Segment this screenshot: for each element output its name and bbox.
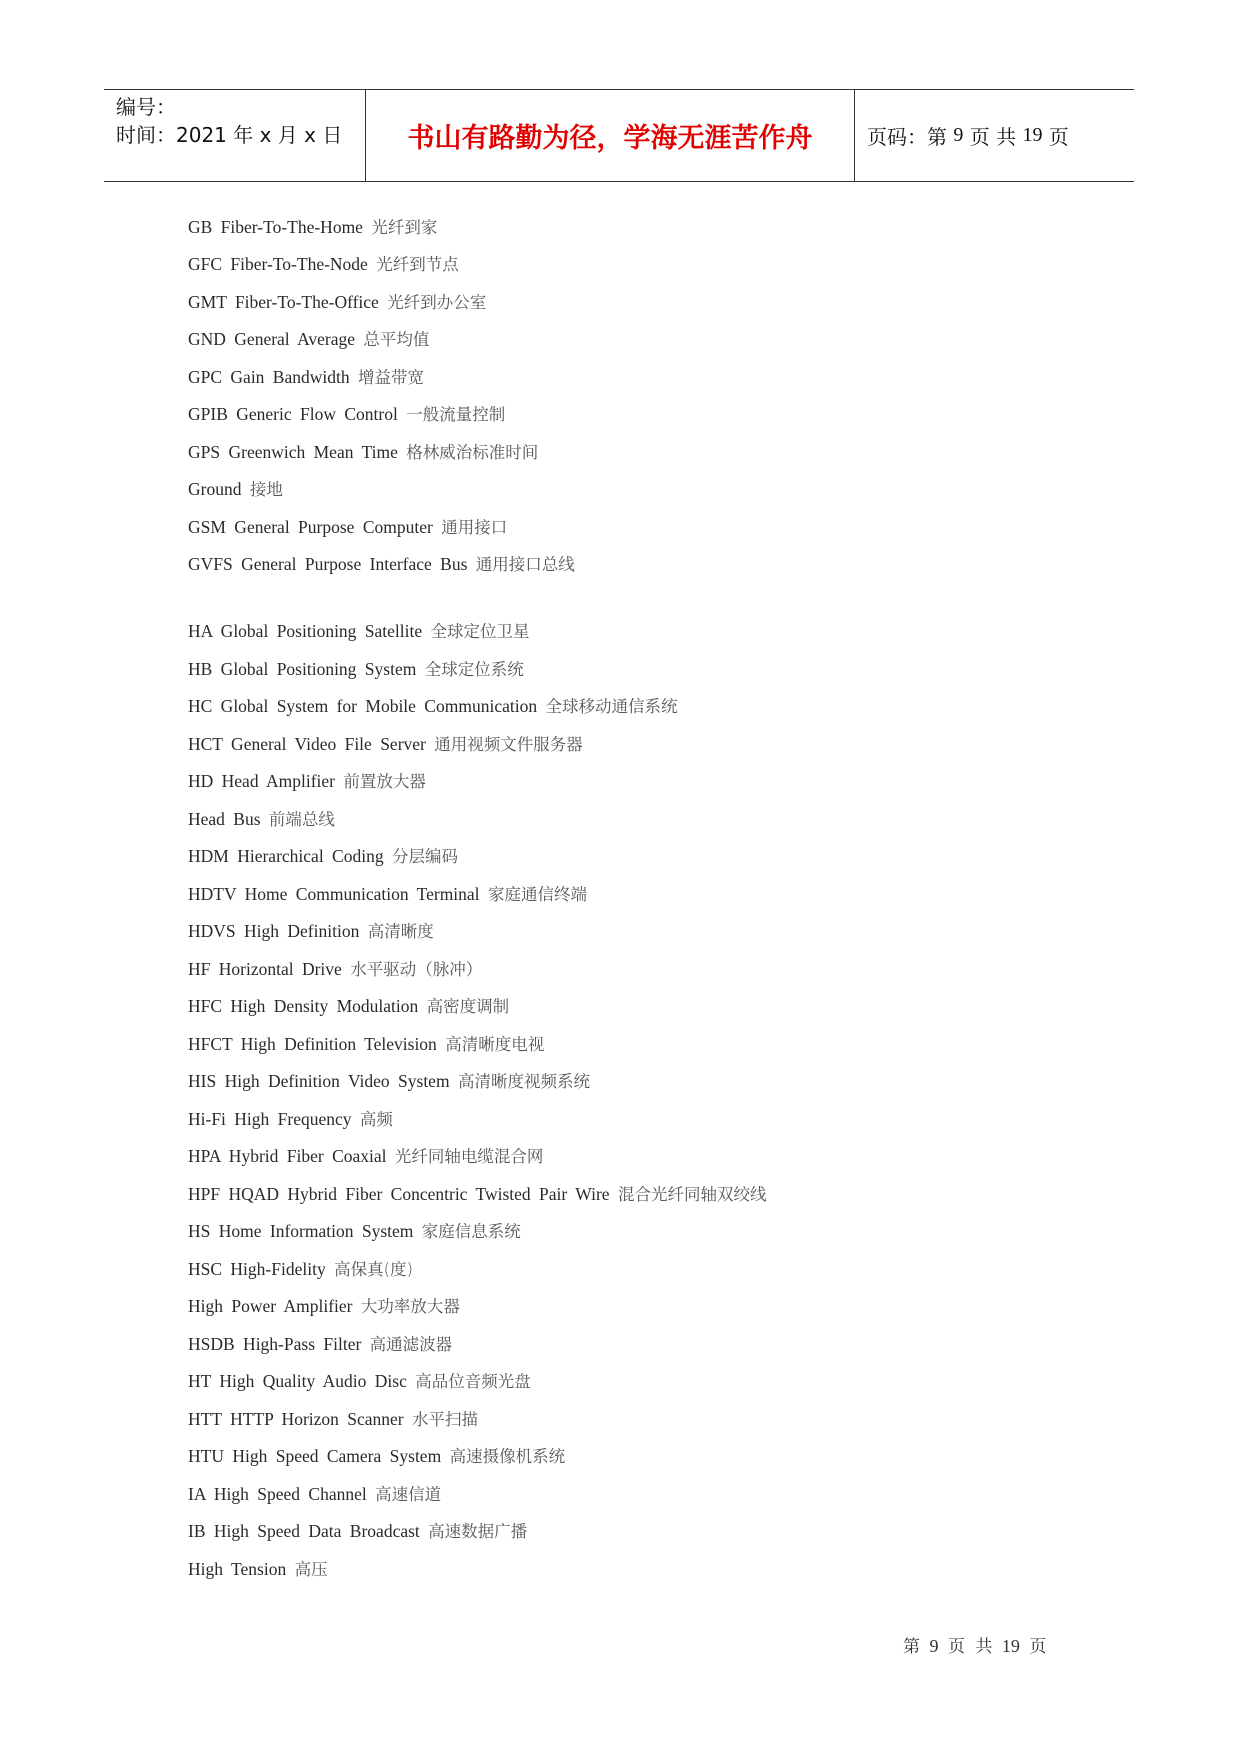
entry-chinese: 高速数据广播 (428, 1522, 528, 1541)
entry-chinese: 高频 (359, 1110, 393, 1129)
entry-english: IA High Speed Channel (188, 1484, 367, 1504)
glossary-entry (188, 1296, 460, 1317)
glossary-entry (188, 884, 587, 905)
time-label: 时间：2021 年 x 月 x 日 (116, 123, 343, 147)
entry-chinese: 高压 (294, 1560, 328, 1579)
footer-current-page: 9 (929, 1636, 939, 1656)
entry-english: GB Fiber-To-The-Home (188, 217, 363, 237)
glossary-entry (188, 292, 486, 313)
entry-chinese: 格林威治标准时间 (406, 443, 539, 462)
entry-chinese: 高保真(度) (334, 1260, 413, 1279)
glossary-entry (188, 517, 507, 538)
page-label-suffix: 页 (1048, 125, 1069, 149)
entry-chinese: 分层编码 (391, 847, 458, 866)
entry-chinese: 通用接口 (441, 518, 508, 537)
entry-english: HPF HQAD Hybrid Fiber Concentric Twisted Pair Wire (188, 1184, 610, 1204)
entry-chinese: 全球移动通信系统 (545, 697, 678, 716)
entry-english: GND General Average (188, 329, 356, 349)
entry-chinese: 前端总线 (268, 810, 335, 829)
entry-chinese: 家庭信息系统 (421, 1222, 521, 1241)
entry-chinese: 全球定位卫星 (430, 622, 530, 641)
page-label-mid: 页 共 (969, 125, 1017, 149)
entry-english: GFC Fiber-To-The-Node (188, 254, 368, 274)
entry-english: HFC High Density Modulation (188, 996, 419, 1016)
entry-english: HTU High Speed Camera System (188, 1446, 442, 1466)
footer-suffix: 页 (1029, 1637, 1047, 1657)
entry-chinese: 前置放大器 (343, 772, 426, 791)
glossary-entry (188, 996, 509, 1017)
entry-english: HTT HTTP Horizon Scanner (188, 1409, 404, 1429)
entry-chinese: 通用视频文件服务器 (434, 735, 583, 754)
entry-chinese: 通用接口总线 (475, 555, 575, 574)
motto: 书山有路勤为径，学海无涯苦作舟 (366, 90, 855, 181)
entry-chinese: 增益带宽 (358, 368, 424, 387)
entry-english: GPIB Generic Flow Control (188, 404, 398, 424)
glossary-entry (188, 442, 538, 463)
page-current: 9 (953, 124, 964, 146)
header-page-number (855, 90, 1134, 181)
glossary-entry (188, 621, 530, 642)
header-meta (104, 90, 366, 181)
entry-english: GPC Gain Bandwidth (188, 367, 350, 387)
entry-english: HA Global Positioning Satellite (188, 621, 423, 641)
entry-english: HSDB High-Pass Filter (188, 1334, 362, 1354)
entry-english: HPA Hybrid Fiber Coaxial (188, 1146, 387, 1166)
entry-english: HDTV Home Communication Terminal (188, 884, 480, 904)
entry-english: GPS Greenwich Mean Time (188, 442, 398, 462)
entry-english: HT High Quality Audio Disc (188, 1371, 407, 1391)
entry-chinese: 混合光纤同轴双绞线 (617, 1185, 767, 1204)
page-header (104, 89, 1134, 182)
entry-english: High Tension (188, 1559, 287, 1579)
entry-chinese: 光纤到家 (371, 218, 438, 237)
entry-chinese: 全球定位系统 (424, 660, 524, 679)
entry-chinese: 一般流量控制 (406, 405, 506, 424)
entry-english: High Power Amplifier (188, 1296, 353, 1316)
glossary-entry (188, 1109, 393, 1130)
glossary-entry (188, 329, 429, 350)
entry-chinese: 高清晰度视频系统 (457, 1072, 590, 1091)
entry-english: HB Global Positioning System (188, 659, 417, 679)
footer-total-pages: 19 (1001, 1636, 1020, 1656)
footer-prefix: 第 (903, 1637, 920, 1657)
entry-chinese: 高品位音频光盘 (415, 1372, 531, 1391)
entry-chinese: 光纤到节点 (376, 255, 459, 274)
entry-english: HF Horizontal Drive (188, 959, 342, 979)
footer-mid: 页 共 (948, 1637, 993, 1657)
entry-chinese: 高密度调制 (426, 997, 510, 1016)
glossary-entry (188, 1446, 565, 1467)
entry-chinese: 接地 (249, 480, 283, 499)
entry-chinese: 大功率放大器 (360, 1297, 460, 1316)
entry-english: GVFS General Purpose Interface Bus (188, 554, 468, 574)
glossary-entry (188, 959, 482, 980)
glossary-entry (188, 1259, 413, 1280)
entry-english: Ground (188, 479, 242, 499)
page-footer (903, 1632, 1046, 1657)
glossary-entry (188, 771, 426, 792)
glossary-entry (188, 1521, 527, 1542)
entry-english: HIS High Definition Video System (188, 1071, 450, 1091)
entry-chinese: 高清晰度 (367, 922, 434, 941)
glossary-entry (188, 404, 505, 425)
glossary-entry (188, 846, 458, 867)
number-label: 编号： (116, 95, 176, 119)
glossary-entry (188, 1146, 543, 1167)
page-total: 19 (1022, 124, 1043, 146)
glossary-entry (188, 217, 437, 238)
entry-english: HCT General Video File Server (188, 734, 426, 754)
glossary-entry (188, 1071, 590, 1092)
glossary-entry (188, 1484, 441, 1505)
entry-chinese: 水平驱动（脉冲） (350, 960, 483, 979)
glossary-entry (188, 734, 583, 755)
glossary-entry (188, 367, 424, 388)
entry-english: HFCT High Definition Television (188, 1034, 437, 1054)
glossary-entry (188, 1221, 521, 1242)
glossary-entry (188, 554, 575, 575)
entry-english: HSC High-Fidelity (188, 1259, 326, 1279)
entry-english: GSM General Purpose Computer (188, 517, 433, 537)
glossary-entry (188, 1371, 531, 1392)
glossary-entry (188, 254, 459, 275)
entry-english: HS Home Information System (188, 1221, 414, 1241)
entry-english: GMT Fiber-To-The-Office (188, 292, 379, 312)
glossary-entry (188, 696, 677, 717)
entry-chinese: 水平扫描 (412, 1410, 479, 1429)
glossary-entry (188, 479, 283, 500)
entry-chinese: 总平均值 (363, 330, 430, 349)
entry-english: Head Bus (188, 809, 261, 829)
glossary-entry (188, 921, 434, 942)
entry-chinese: 高速信道 (375, 1485, 442, 1504)
entry-english: HC Global System for Mobile Communication (188, 696, 538, 716)
entry-chinese: 家庭通信终端 (487, 885, 587, 904)
glossary-entry (188, 1184, 766, 1205)
glossary-entry (188, 1559, 328, 1580)
entry-chinese: 高清晰度电视 (445, 1035, 545, 1054)
glossary-entry (188, 659, 524, 680)
glossary-entry (188, 809, 335, 830)
glossary-entry (188, 1409, 478, 1430)
entry-english: HDM Hierarchical Coding (188, 846, 384, 866)
entry-english: HD Head Amplifier (188, 771, 335, 791)
entry-chinese: 光纤同轴电缆混合网 (394, 1147, 544, 1166)
page-label-prefix: 页码：第 (867, 125, 947, 149)
entry-chinese: 高通滤波器 (369, 1335, 453, 1354)
glossary-entry (188, 1334, 452, 1355)
entry-chinese: 高速摄像机系统 (449, 1447, 566, 1466)
entry-english: HDVS High Definition (188, 921, 360, 941)
glossary-entry (188, 1034, 544, 1055)
entry-english: IB High Speed Data Broadcast (188, 1521, 420, 1541)
entry-english: Hi-Fi High Frequency (188, 1109, 352, 1129)
entry-chinese: 光纤到办公室 (387, 293, 487, 312)
